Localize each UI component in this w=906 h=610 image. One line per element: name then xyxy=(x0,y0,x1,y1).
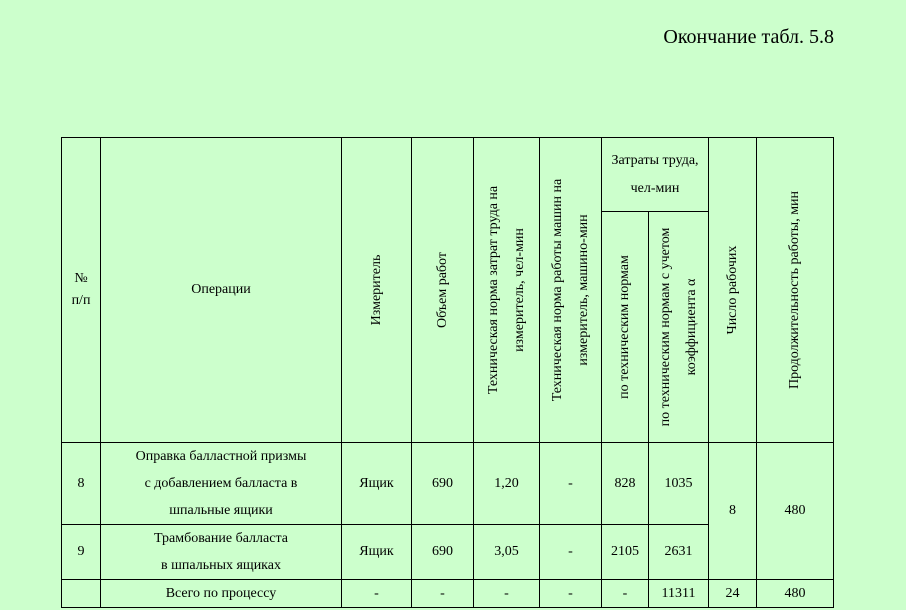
header-workers xyxy=(709,138,757,443)
row-labor-norm: 1,20 xyxy=(474,443,540,525)
row-measure: Ящик xyxy=(342,443,412,525)
header-volume-text: Объем работ xyxy=(434,252,450,328)
table-caption: Окончание табл. 5.8 xyxy=(663,26,834,48)
row-operation xyxy=(101,443,342,525)
row-machine-norm: - xyxy=(540,443,602,525)
total-volume: - xyxy=(412,580,474,608)
header-labor-costs-line-1: Затраты труда, xyxy=(611,152,699,168)
total-row xyxy=(62,580,834,608)
header-num-line-1: № xyxy=(74,271,88,286)
row-operation-line-1: Оправка балластной призмы xyxy=(135,449,307,464)
row-measure: Ящик xyxy=(342,525,412,580)
header-by-norms-coef xyxy=(649,212,709,443)
row-volume: 690 xyxy=(412,443,474,525)
total-machine-norm: - xyxy=(540,580,602,608)
header-labor-norm-line-2: измеритель, чел-мин xyxy=(511,228,527,352)
total-measure: - xyxy=(342,580,412,608)
table-row xyxy=(62,443,834,525)
header-row-1 xyxy=(62,138,834,212)
total-operation: Всего по процессу xyxy=(101,580,342,608)
header-labor-costs-line-2: чел-мин xyxy=(630,180,680,196)
header-volume xyxy=(412,138,474,443)
row-operation-line-2: в шпальных ящиках xyxy=(160,558,281,573)
total-duration: 480 xyxy=(757,580,834,608)
row-machine-norm: - xyxy=(540,525,602,580)
labor-table xyxy=(61,137,834,608)
header-machine-norm-line-1: Техническая норма работы машин на xyxy=(549,178,565,402)
total-by-norms: - xyxy=(602,580,649,608)
row-operation-line-2: с добавлением балласта в xyxy=(144,476,298,491)
row-num: 8 xyxy=(62,443,101,525)
header-machine-norm xyxy=(540,138,602,443)
row-operation xyxy=(101,525,342,580)
total-labor-norm: - xyxy=(474,580,540,608)
row-operation-line-3: шпальные ящики xyxy=(169,503,273,518)
row-num: 9 xyxy=(62,525,101,580)
merged-duration: 480 xyxy=(757,443,834,580)
total-num xyxy=(62,580,101,608)
row-labor-norm: 3,05 xyxy=(474,525,540,580)
row-by-norms-coef: 2631 xyxy=(649,525,709,580)
row-by-norms-coef: 1035 xyxy=(649,443,709,525)
row-by-norms: 2105 xyxy=(602,525,649,580)
header-measure-text: Измеритель xyxy=(368,254,384,326)
header-operations: Операции xyxy=(101,138,342,443)
header-num xyxy=(62,138,101,443)
header-measure xyxy=(342,138,412,443)
total-by-norms-coef: 11311 xyxy=(649,580,709,608)
total-workers: 24 xyxy=(709,580,757,608)
row-operation-line-1: Трамбование балласта xyxy=(154,531,288,546)
header-workers-text: Число рабочих xyxy=(724,245,740,335)
header-by-norms-text: по техническим нормам xyxy=(617,255,632,399)
header-duration xyxy=(757,138,834,443)
header-labor-norm-line-1: Техническая норма затрат труда на xyxy=(485,185,501,395)
header-labor-norm xyxy=(474,138,540,443)
header-labor-costs xyxy=(602,138,709,212)
header-duration-text: Продолжительность работы, мин xyxy=(787,190,802,390)
header-by-norms-coef-line-1: по техническим нормам с учетом xyxy=(657,227,673,427)
merged-workers: 8 xyxy=(709,443,757,580)
header-machine-norm-line-2: измеритель, машино-мин xyxy=(575,214,591,366)
header-by-norms xyxy=(602,212,649,443)
row-by-norms: 828 xyxy=(602,443,649,525)
header-num-line-2: п/п xyxy=(71,293,91,308)
row-volume: 690 xyxy=(412,525,474,580)
header-by-norms-coef-line-2: коэффициента α xyxy=(683,278,699,376)
